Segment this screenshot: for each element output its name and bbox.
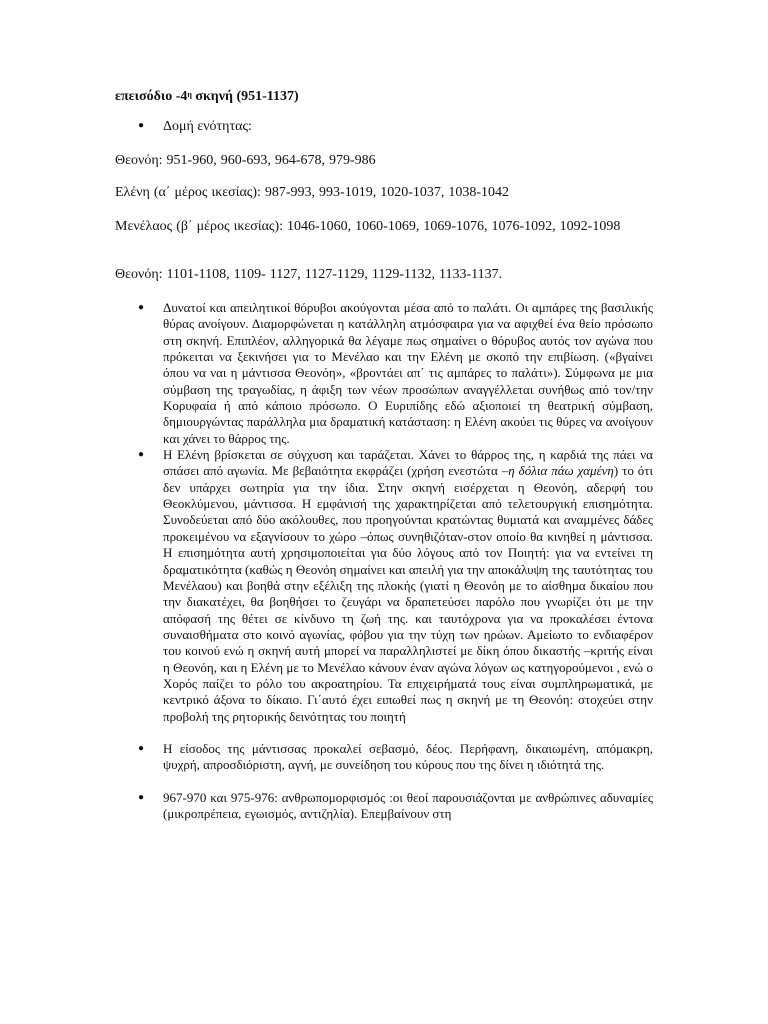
paragraph-anthropomorphism: 967-970 και 975-976: ανθρωπομορφισμός :οι θεοί παρουσιάζονται με ανθρώπινες αδυναμίες (μικροπρέπεια, εγωισμός, αντιζηλία). Επεμβαίνουν στη bbox=[163, 789, 653, 821]
structure-label: Δομή ενότητας: bbox=[163, 119, 252, 134]
list-item bbox=[0, 300, 768, 447]
paragraph-noises: Δυνατοί και απειλητικοί θόρυβοι ακούγονται μέσα από το παλάτι. Οι αμπάρες της βασιλικής θύρας ανοίγουν. Διαμορφώνεται η κατάλληλη ατμόσφαιρα για να αφιχθεί ένα θείο πρόσωπο στη σκηνή. Επιπλέον, αλληγορικά θα λέγαμε πως σημαίνει ο θόρυβος αυτός τον αγώνα που πρόκειται να ξεκινήσει για το Μενέλαο και την Ελένη με σκοπό την επιβίωση. («βγαίνει όπου να ναι η μάντισσα Θεονόη», «βροντάει απ΄ τις αμπάρες το παλάτι»). Σύμφωνα με μια σύμβαση της τραγωδίας, η άφιξη των νέων προσώπων αναγγέλλεται συνήθως από τον/την Κορυφαία ή από κάποιο πρόσωπο. Ο Ευριπίδης εδώ αξιοποιεί τη θεατρική σύμβαση, δημιουργώντας παράλληλα μια δραματική κατάσταση: η Ελένη ακούει τις θύρες να ανοίγουν και χάνει το θάρρος της. bbox=[163, 300, 653, 446]
analysis-bullet-list bbox=[0, 300, 768, 822]
list-item bbox=[0, 741, 768, 774]
list-item bbox=[0, 118, 768, 136]
bullet-icon: ● bbox=[138, 742, 145, 754]
structure-line-menelaos: Μενέλαος (β΄ μέρος ικεσίας): 1046-1060, 1060-1069, 1069-1076, 1076-1092, 1092-1098 bbox=[115, 219, 621, 234]
paragraph-text: Η Ελένη βρίσκεται σε σύγχυση και ταράζεται. Χάνει το θάρρος της, η καρδιά της πάει να σπάσει από αγωνία. Με βεβαιότητα εκφράζει (χρήση ενεστώτα – bbox=[163, 447, 653, 479]
structure-line-theonoe-2: Θεονόη: 1101-1108, 1109- 1127, 1127-1129, 1129-1132, 1133-1137. bbox=[115, 267, 503, 282]
italic-quote: η δόλια πάω χαμένη bbox=[508, 463, 614, 479]
heading-range: σκηνή (951-1137) bbox=[191, 89, 299, 104]
list-item bbox=[0, 447, 768, 725]
heading-text: επεισόδιο -4 bbox=[115, 89, 188, 104]
structure-line-theonoe: Θεονόη: 951-960, 960-693, 964-678, 979-986 bbox=[115, 153, 376, 168]
paragraph-eleni-confusion bbox=[163, 447, 653, 725]
paragraph-entrance: Η είσοδος της μάντισσας προκαλεί σεβασμό, δέος. Περήφανη, δικαιωμένη, απόμακρη, ψυχρή, απροσδιόριστη, αγνή, με συνείδηση του κύρους που της δίνει η ιδιότητά της. bbox=[163, 740, 653, 773]
list-item bbox=[0, 790, 768, 823]
heading-superscript: η bbox=[187, 90, 192, 99]
episode-heading bbox=[115, 88, 299, 106]
bullet-icon: ● bbox=[138, 791, 145, 803]
bullet-icon: ● bbox=[138, 449, 145, 461]
bullet-icon: ● bbox=[138, 302, 145, 313]
structure-line-eleni: Ελένη (α΄ μέρος ικεσίας): 987-993, 993-1019, 1020-1037, 1038-1042 bbox=[115, 185, 510, 200]
structure-bullet-list bbox=[0, 118, 768, 136]
paragraph-text: ) το ότι δεν υπάρχει σωτηρία για την ίδια. Στην σκηνή εισέρχεται η Θεονόη, αδερφή του Θεοκλύμενου, μάντισσα. Η εμφάνισή της χαρακτηρίζεται από τελετουργική επισημότητα. Συνοδεύεται από δύο ακόλουθες, που προηγούνται κρατώντας θυμιατά και αναμμένες δάδες προκειμένου να εξαγνίσουν το χώρο –όπως συνηθιζόταν-στον οποίο θα κινηθεί η μάντισσα. Η επισημότητα αυτή χρησιμοποιείται για δύο λόγους από τον Ποιητή: για να εντείνει τη δραματικότητα (καθώς η Θεονόη σημαίνει και απειλή για την αποκάλυψη της ταυτότητας του Μενέλαου) και βοηθά στην εξέλιξη της πλοκής (γιατί η Θεονόη με το αίσθημα δικαίου που την διακατέχει, θα βοηθήσει το ζευγάρι να δραπετεύσει παρόλο που γνωρίζει ότι με την απόφασή της θέτει σε κίνδυνο τη ζωή της. και ταυτόχρονα για να προκαλέσει έντονα συναισθήματα στο κοινό αγωνίας, φόβου για την τύχη των ηρώων. Αμείωτο το ενδιαφέρον του κοινού ενώ η σκηνή αυτή μπορεί να παραλληλιστεί με δίκη όπου δικαστής –κριτής είναι η Θεονόη, και η Ελένη με το Μενέλαο κάνουν έναν αγώνα λόγων ως κατηγορούμενοι , ενώ ο Χορός παίζει το ρόλο του ακροατηρίου. Τα επιχειρήματά τους είναι συμπληρωματικά, με κεντρικό άξονα το δίκαιο. Γι΄αυτό έχει ειπωθεί πως η σκηνή με τη Θεονόη: στοχεύει στην προβολή της ρητορικής δεινότητας του ποιητή bbox=[163, 463, 653, 724]
bullet-icon: ● bbox=[138, 120, 145, 131]
